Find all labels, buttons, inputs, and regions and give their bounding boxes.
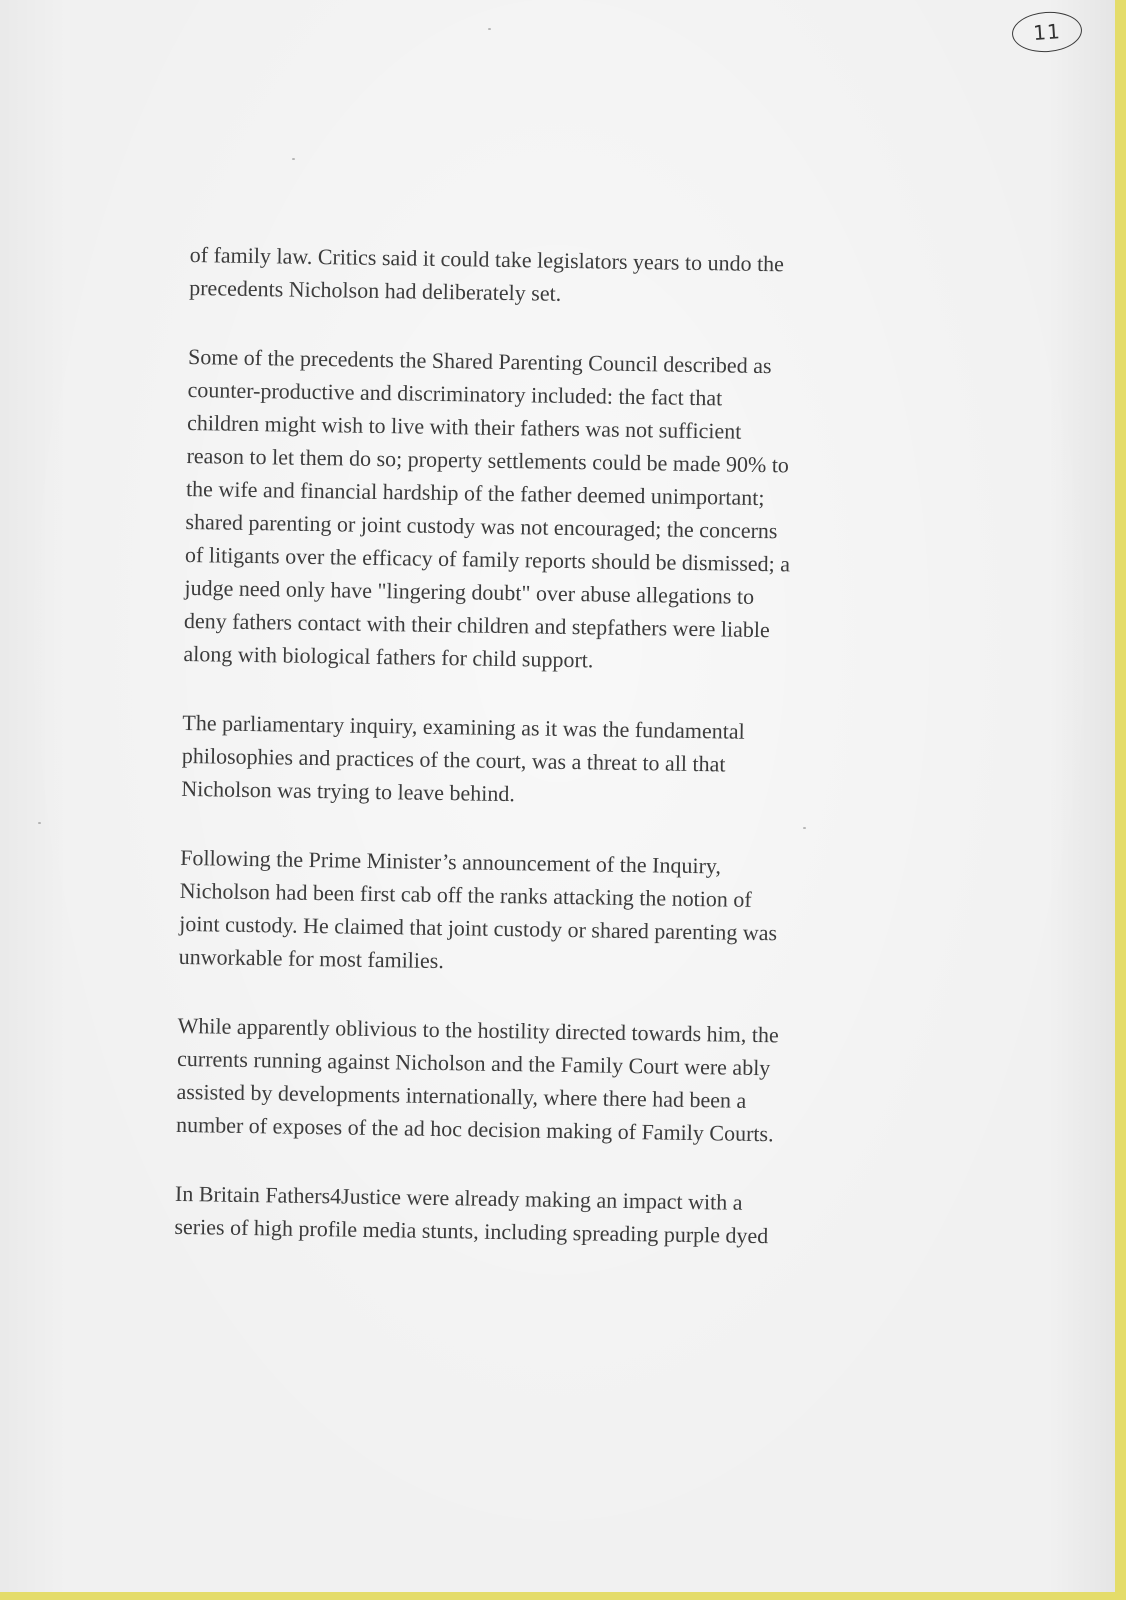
text-line: deny fathers contact with their children and stepfathers were liable: [183, 607, 770, 643]
text-line: judge need only have "lingering doubt" over abuse allegations to: [184, 574, 755, 609]
paragraph: [183, 340, 888, 681]
paragraph: [174, 1177, 875, 1254]
paragraph: [181, 706, 882, 816]
paragraph: [176, 1009, 878, 1152]
text-line: While apparently oblivious to the hostility directed towards him, the: [177, 1012, 779, 1048]
text-line: currents running against Nicholson and the Family Court were ably: [176, 1045, 771, 1081]
text-line: of family law. Critics said it could take legislators years to undo the: [189, 241, 785, 277]
document-body: [174, 238, 890, 1290]
text-line: joint custody. He claimed that joint custody or shared parenting was: [179, 910, 778, 946]
text-line: Following the Prime Minister’s announcement of the Inquiry,: [180, 844, 722, 879]
text-line: precedents Nicholson had deliberately set.: [189, 274, 562, 306]
text-line: shared parenting or joint custody was not encouraged; the concerns: [185, 508, 778, 544]
text-line: Nicholson was trying to leave behind.: [181, 775, 516, 807]
text-line: Some of the precedents the Shared Parenting Council described as: [187, 343, 772, 379]
paragraph: [178, 841, 880, 984]
text-line: The parliamentary inquiry, examining as it was the fundamental: [182, 709, 745, 744]
text-line: unworkable for most families.: [178, 943, 445, 974]
text-line: assisted by developments internationally, where there had been a: [176, 1078, 747, 1113]
text-line: along with biological fathers for child support.: [183, 640, 594, 673]
text-line: of litigants over the efficacy of family reports should be dismissed; a: [184, 541, 791, 577]
text-line: series of high profile media stunts, including spreading purple dyed: [174, 1213, 769, 1249]
text-line: philosophies and practices of the court, was a threat to all that: [181, 742, 726, 777]
text-line: number of exposes of the ad hoc decision making of Family Courts.: [175, 1111, 774, 1147]
text-line: Nicholson had been first cab off the ranks attacking the notion of: [179, 877, 752, 912]
scan-speck: [488, 28, 491, 30]
text-line: children might wish to live with their fathers was not sufficient: [186, 409, 742, 444]
scan-speck: [292, 158, 295, 160]
text-line: the wife and financial hardship of the father deemed unimportant;: [185, 475, 765, 511]
scan-speck: [38, 822, 41, 824]
page-number-circled: [1011, 10, 1084, 55]
text-line: reason to let them do so; property settlements could be made 90% to: [186, 442, 790, 478]
paragraph: [189, 238, 890, 315]
text-line: In Britain Fathers4Justice were already making an impact with a: [174, 1180, 743, 1215]
page-number-text: 11: [1032, 19, 1062, 45]
text-line: counter-productive and discriminatory included: the fact that: [187, 376, 723, 411]
